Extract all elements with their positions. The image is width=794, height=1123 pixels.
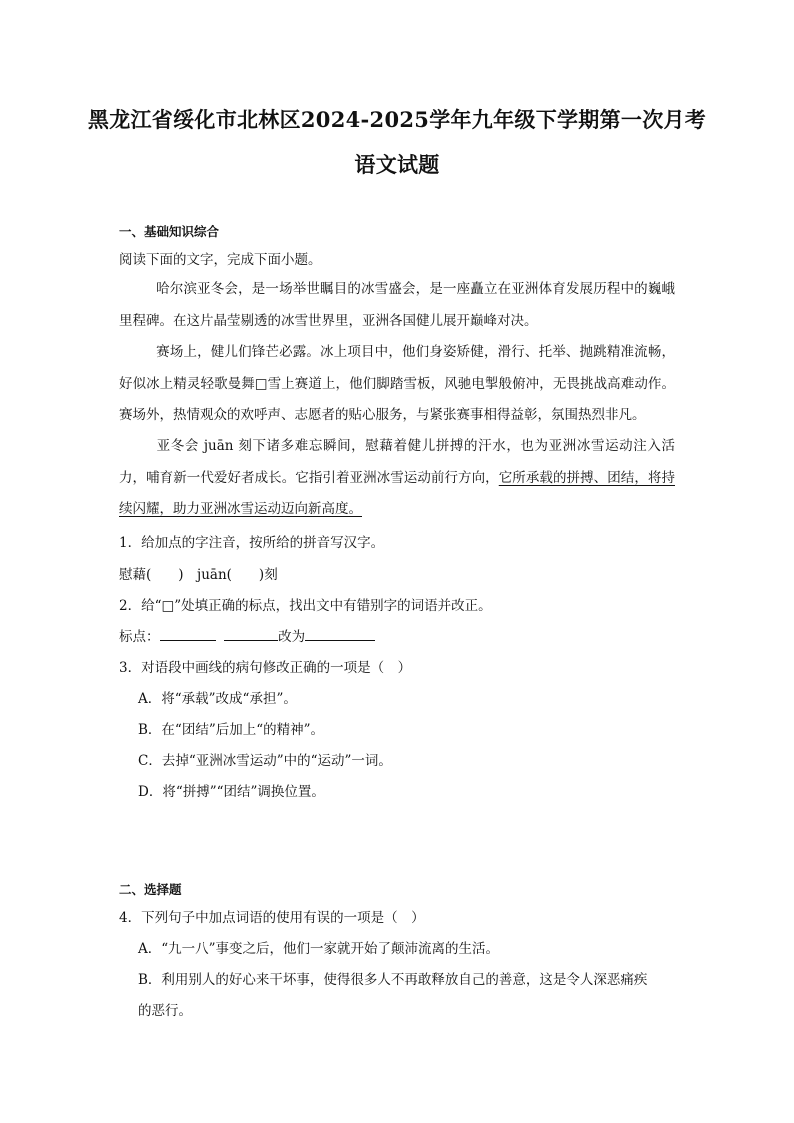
- correct-word-blank[interactable]: [305, 626, 375, 641]
- question-3: 3．对语段中画线的病句修改正确的一项是（ ）: [119, 660, 412, 676]
- question-4-option-a[interactable]: A．“九一八”事变之后，他们一家就开始了颠沛流离的生活。: [138, 941, 500, 957]
- question-3-option-d[interactable]: D．将“拼搏”“团结”调换位置。: [138, 784, 325, 800]
- paragraph-3-text: 亚冬会 juān 刻下诸多难忘瞬间，慰藉着健儿拼搏的汗水，也为亚洲冰雪运动注入活力，哺育新一代爱好者成长。它指引着亚洲冰雪运动前行方向，: [119, 438, 675, 486]
- passage-paragraph-1: [119, 274, 675, 337]
- question-2: 2．给“□”处填正确的标点，找出文中有错别字的词语并改正。: [119, 598, 492, 614]
- paragraph-1-text: 哈尔滨亚冬会，是一场举世瞩目的冰雪盛会，是一座矗立在亚洲体育发展历程中的巍峨里程碑。在这片晶莹剔透的冰雪世界里，亚洲各国健儿展开巅峰对决。: [119, 281, 675, 329]
- question-4-option-b[interactable]: B．利用别人的好心来干坏事，使得很多人不再敢释放自己的善意，这是令人深恶痛疾: [138, 972, 648, 988]
- passage-paragraph-2: [119, 337, 675, 432]
- exam-subtitle: 语文试题: [354, 152, 440, 177]
- question-4-option-b-continued: 的恶行。: [138, 1003, 192, 1019]
- exam-title: 黑龙江省绥化市北林区2024-2025学年九年级下学期第一次月考: [87, 107, 707, 132]
- passage-paragraph-3: [119, 431, 675, 526]
- paragraph-2-text: 赛场上，健儿们锋芒必露。冰上项目中，他们身姿矫健，滑行、托举、抛跳精准流畅，好似冰上精灵轻歌曼舞□雪上赛道上，他们脚踏雪板，风驰电掣般俯冲，无畏挑战高难动作。赛场外，热情观众的欢呼声、志愿者的贴心服务，与紧张赛事相得益彰，氛围热烈非凡。: [119, 344, 675, 423]
- underlined-sentence: 它所承载的拼搏、团结，将持续闪耀，助力亚洲冰雪运动迈向新高度。: [119, 469, 675, 517]
- question-1: 1．给加点的字注音，按所给的拼音写汉字。: [119, 535, 385, 551]
- change-to-label: 改为: [278, 629, 306, 645]
- question-4: 4．下列句子中加点词语的使用有误的一项是（ ）: [119, 910, 425, 926]
- section-heading-basic: 一、基础知识综合: [119, 224, 220, 239]
- section-heading-choice: 二、选择题: [119, 882, 182, 897]
- punctuation-label: 标点：: [119, 629, 160, 645]
- punctuation-blank[interactable]: [160, 626, 216, 641]
- question-3-option-a[interactable]: A．将“承载”改成“承担”。: [138, 691, 297, 707]
- reading-instruction: 阅读下面的文字，完成下面小题。: [119, 252, 322, 268]
- wrong-word-blank[interactable]: [224, 626, 278, 641]
- question-2-answer-line: [119, 625, 375, 645]
- question-3-option-b[interactable]: B．在“团结”后加上“的精神”。: [138, 722, 325, 738]
- question-1-answer-line[interactable]: 慰藉( ) juān( )刻: [119, 567, 278, 583]
- question-3-option-c[interactable]: C．去掉“亚洲冰雪运动”中的“运动”一词。: [138, 753, 392, 769]
